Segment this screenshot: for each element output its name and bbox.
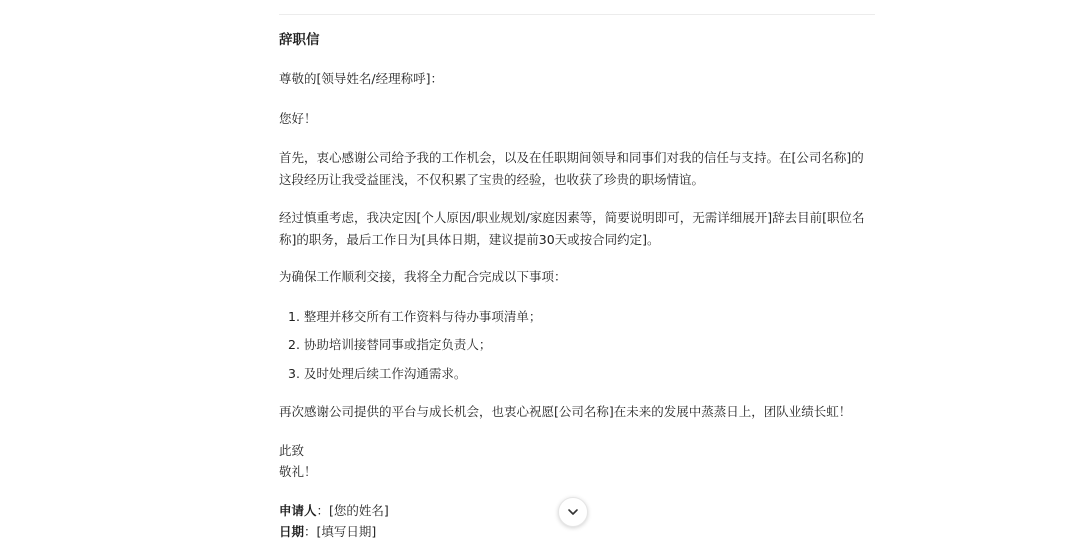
chevron-down-icon — [566, 505, 580, 519]
top-divider — [279, 14, 875, 15]
list-item: 1. 整理并移交所有工作资料与待办事项清单； — [288, 309, 542, 324]
applicant-line — [279, 502, 389, 520]
letter-paragraph-thanks: 首先，衷心感谢公司给予我的工作机会，以及在任职期间领导和同事们对我的信任与支持。在[公司名称]的这段经历让我受益匪浅，不仅积累了宝贵的经验，也收获了珍贵的职场情谊。 — [279, 150, 864, 187]
letter-paragraph-wishes: 再次感谢公司提供的平台与成长机会，也衷心祝愿[公司名称]在未来的发展中蒸蒸日上，团队业绩长虹！ — [279, 404, 852, 419]
letter-closing-1: 此致 — [279, 443, 305, 458]
applicant-value: ：[您的姓名] — [316, 503, 389, 518]
letter-closing-2: 敬礼！ — [279, 464, 317, 479]
letter-greeting: 您好！ — [279, 111, 317, 126]
letter-paragraph-decision: 经过慎重考虑，我决定因[个人原因/职业规划/家庭因素等，简要说明即可，无需详细展开]辞去目前[职位名称]的职务，最后工作日为[具体日期，建议提前30天或按合同约定]。 — [279, 210, 865, 247]
letter-salutation: 尊敬的[领导姓名/经理称呼]： — [279, 71, 443, 86]
date-label: 日期 — [279, 524, 305, 539]
date-value: ：[填写日期] — [304, 524, 377, 539]
list-item: 2. 协助培训接替同事或指定负责人； — [288, 337, 492, 352]
list-item: 3. 及时处理后续工作沟通需求。 — [288, 366, 467, 381]
letter-title: 辞职信 — [279, 32, 320, 48]
applicant-label: 申请人 — [279, 503, 317, 518]
scroll-down-button[interactable] — [558, 497, 588, 527]
letter-handover-intro: 为确保工作顺利交接，我将全力配合完成以下事项： — [279, 269, 567, 284]
date-line — [279, 523, 376, 541]
